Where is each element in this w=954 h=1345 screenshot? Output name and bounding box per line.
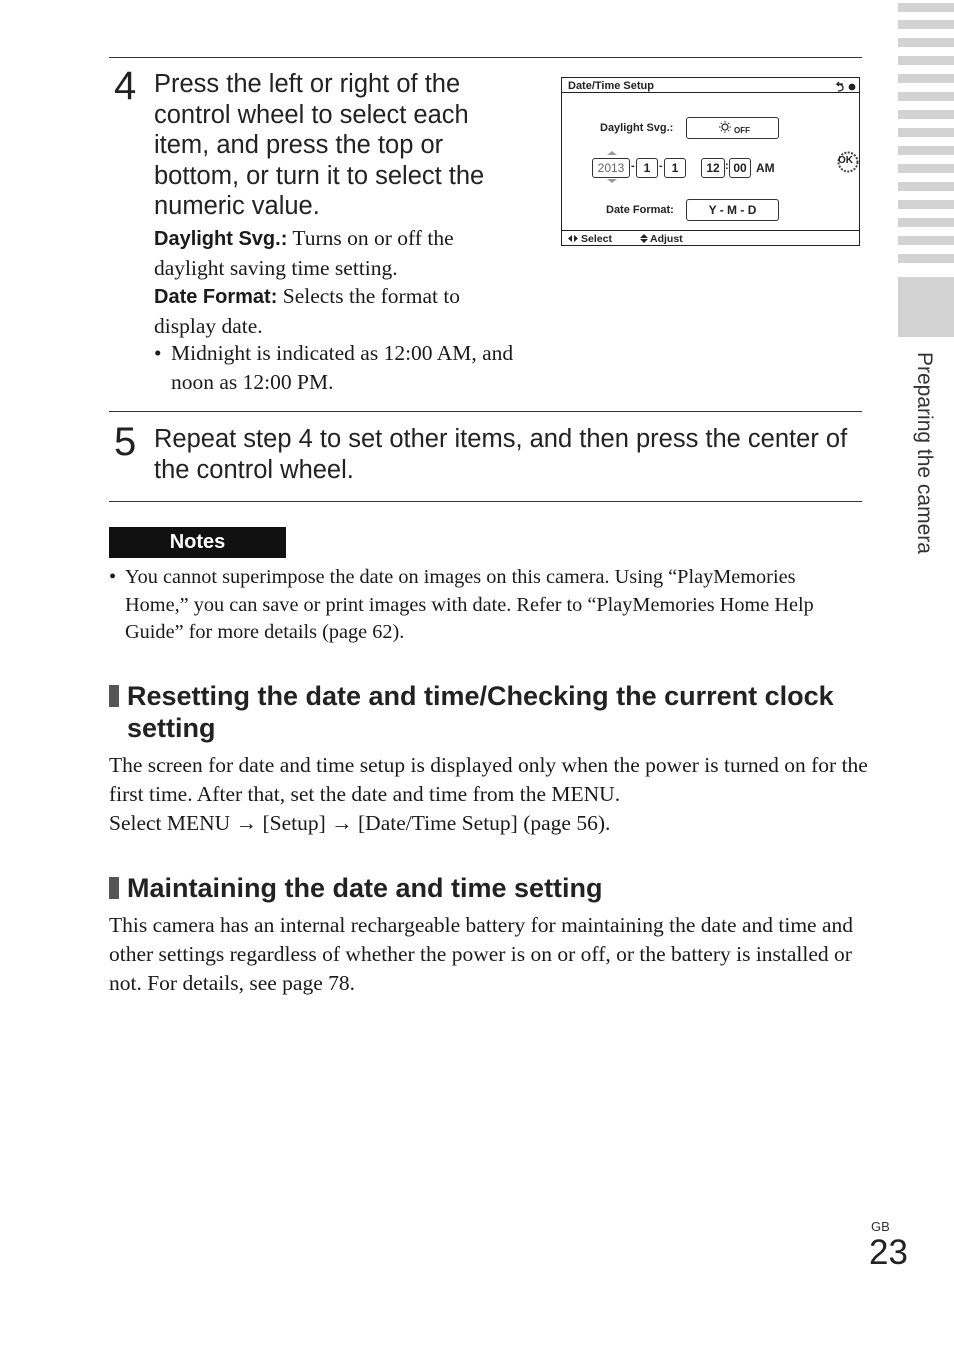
year-down-arrow-icon (606, 178, 618, 184)
footer-select: Select (581, 233, 612, 245)
date-sep-2: - (659, 160, 663, 172)
step-5-instruction: Repeat step 4 to set other items, and then press the center of the control wheel. (154, 425, 848, 484)
step-5-number: 5 (114, 420, 137, 464)
section-reset-body: The screen for date and time setup is displayed only when the power is turned on for the first time. After that, set the date and time from the MENU. (109, 753, 868, 806)
midnight-bullet (154, 339, 516, 397)
note-item: You cannot superimpose the date on images on this camera. Using “PlayMemories Home,” you can save or print images with date. Refer to “PlayMemories Home Help Guide” for more details (page 62). (125, 566, 814, 643)
daylight-value: OFF (734, 126, 750, 135)
side-section-label: Preparing the camera (913, 352, 936, 554)
ampm-label: AM (756, 161, 775, 175)
camera-screen-illustration (561, 77, 860, 246)
ok-label: OK (838, 155, 853, 166)
left-right-arrows-icon (567, 234, 579, 243)
day-box: 1 (664, 158, 686, 178)
active-index-tab (898, 277, 954, 337)
bullet-dot: • (154, 341, 162, 365)
format-definition (154, 282, 516, 341)
top-rule (109, 57, 862, 58)
section-maintain-body: This camera has an internal rechargeable battery for maintaining the date and time and other settings regardless of whether the power is on or off, or the battery is installed or not. For details, see page 78. (109, 913, 854, 995)
step-4-number: 4 (114, 64, 137, 108)
screen-title-rule (562, 92, 859, 93)
section-reset-title: Resetting the date and time/Checking the current clock setting (127, 681, 834, 743)
daylight-term: Daylight Svg.: (154, 228, 288, 250)
notes-list (109, 564, 861, 647)
footer-adjust: Adjust (650, 233, 683, 245)
page-number: 23 (869, 1233, 908, 1272)
region-code: GB (871, 1219, 890, 1234)
format-value-box: Y - M - D (686, 199, 779, 221)
step5-top-rule (109, 411, 862, 412)
year-up-arrow-icon (606, 150, 618, 156)
screen-title: Date/Time Setup (568, 80, 654, 92)
date-sep-1: - (631, 160, 635, 172)
step5-bottom-rule (109, 501, 862, 502)
screen-daylight-label: Daylight Svg.: (600, 122, 674, 134)
heading-marker-icon (109, 877, 119, 899)
notes-bullet: • (109, 566, 117, 588)
section-reset-heading (109, 680, 869, 744)
step-4-instruction: Press the left or right of the control wheel to select each item, and press the top or bottom, or turn it to select the numeric value. (154, 70, 485, 220)
up-down-arrows-icon (639, 233, 649, 244)
section-maintain-title: Maintaining the date and time setting (127, 873, 603, 903)
screen-format-label: Date Format: (606, 204, 674, 216)
minute-box: 00 (729, 158, 751, 178)
hour-box: 12 (701, 158, 725, 178)
section-maintain-heading (109, 872, 869, 904)
daylight-value-box (686, 117, 779, 139)
format-term: Date Format: (154, 286, 278, 308)
month-box: 1 (636, 158, 658, 178)
daylight-desc: Turns on or off the daylight saving time setting. (154, 226, 454, 280)
year-box: 2013 (592, 158, 630, 178)
format-desc: Selects the format to display date. (154, 284, 461, 338)
section-reset-path: Select MENU → [Setup] → [Date/Time Setup] (page 56). (109, 811, 611, 835)
notes-badge: Notes (109, 527, 286, 558)
bullet-text: Midnight is indicated as 12:00 AM, and noon as 12:00 PM. (171, 341, 514, 394)
heading-marker-icon (109, 685, 119, 707)
time-sep: : (725, 160, 729, 172)
screen-footer-rule (562, 230, 859, 231)
daylight-definition (154, 224, 516, 283)
